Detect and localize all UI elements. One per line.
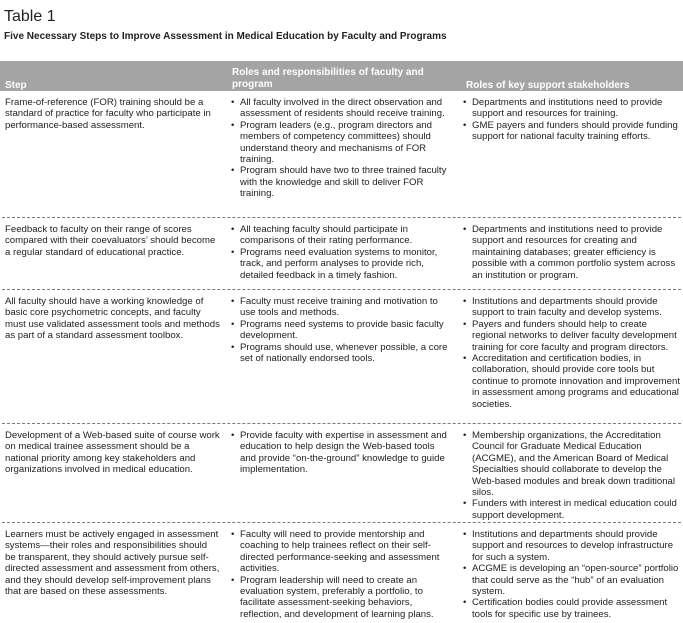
list-item-text: Programs should use, whenever possible, a core set of nationally endorsed tools. [240, 341, 448, 365]
list-item [462, 224, 680, 281]
list-item-text: All faculty involved in the direct observation and assessment of residents should receive training. [240, 97, 445, 120]
list-item-text: Accreditation and certification bodies, in collaboration, should provide core tools but continue to promote innovation and improvement in assessment among programs and educational societies. [472, 353, 680, 410]
list-item-text: Departments and institutions need to provide support and resources for training. [472, 97, 663, 120]
row-divider [2, 423, 681, 424]
list-item-text: Faculty must receive training and motivation to use tools and methods. [240, 296, 438, 319]
list-item-text: All teaching faculty should participate in comparisons of their rating performance. [240, 224, 413, 247]
row-divider [2, 289, 681, 290]
table-title: Five Necessary Steps to Improve Assessment in Medical Education by Faculty and Programs [4, 31, 447, 42]
list-item [230, 342, 452, 365]
list-item [230, 529, 452, 575]
header-roles: Roles and responsibilities of faculty and program [232, 67, 424, 90]
stakeholders-list [462, 430, 680, 521]
list-item [462, 430, 680, 498]
bullet-icon: • [463, 119, 467, 131]
list-item-text: Institutions and departments should provide support and resources to develop infrastructure for such a system. [472, 529, 674, 563]
bullet-icon: • [231, 529, 235, 540]
cell-roles [230, 296, 452, 364]
list-item-text: Programs need systems to provide basic faculty development. [240, 318, 444, 342]
cell-step: Feedback to faculty on their range of scores compared with their coevaluators’ should become a regular standard of educational practice. [5, 224, 216, 258]
header-stakeholders: Roles of key support stakeholders [466, 80, 630, 91]
row-divider [2, 217, 681, 218]
bullet-icon: • [231, 119, 235, 131]
roles-list [230, 97, 452, 200]
cell-step: Development of a Web-based suite of course work on medical trainee assessment should be a national priority among key stakeholders and organizations involved in medical education. [5, 430, 220, 476]
table-label: Table 1 [4, 8, 56, 25]
list-item [462, 597, 680, 620]
bullet-icon: • [231, 165, 235, 177]
cell-stakeholders [462, 224, 680, 281]
stakeholders-list [462, 97, 680, 143]
list-item [230, 120, 452, 166]
bullet-icon: • [463, 563, 467, 575]
cell-roles [230, 529, 452, 620]
cell-roles [230, 224, 452, 281]
list-item [230, 165, 452, 199]
roles-list [230, 430, 452, 476]
bullet-icon: • [231, 296, 235, 307]
bullet-icon: • [231, 341, 235, 353]
bullet-icon: • [463, 97, 467, 108]
bullet-icon: • [463, 224, 467, 235]
list-item [462, 120, 680, 143]
list-item [462, 319, 680, 353]
header-step: Step [5, 80, 27, 91]
roles-list [230, 529, 452, 620]
list-item-text: Program leaders (e.g., program directors and members of competency committees) should understand theory and mechanisms of FOR training. [240, 119, 432, 166]
cell-step: All faculty should have a working knowledge of basic core psychometric concepts, and faculty must use validated assessment tools and methods as part of a standard assessment toolbox. [5, 296, 220, 342]
list-item-text: Program leadership will need to create an evaluation system, preferably a portfolio, to facilitate assessment-seeking behaviors, reflection, and development of learning plans. [240, 574, 434, 620]
bullet-icon: • [463, 529, 467, 540]
cell-step: Learners must be actively engaged in assessment systems—their roles and responsibilities should be transparent, they should actively pursue self-directed assessment and assessment from others, and they should develop self-improvement plans that are based on these assessments. [5, 529, 220, 598]
bullet-icon: • [231, 97, 235, 108]
cell-roles [230, 430, 452, 476]
list-item-text: ACGME is developing an “open-source” portfolio that could serve as the “hub” of an evaluation system. [472, 563, 679, 598]
list-item-text: Certification bodies could provide assessment tools for specific use by trainees. [472, 597, 668, 620]
cell-stakeholders [462, 430, 680, 521]
cell-step: Frame-of-reference (FOR) training should be a standard of practice for faculty who participate in performance-based assessment. [5, 97, 211, 131]
list-item [230, 224, 452, 247]
list-item [230, 97, 452, 120]
list-item-text: Departments and institutions need to provide support and resources for creating and maintaining databases; greater efficiency is possible with a common portfolio system across an institution or program. [472, 224, 676, 281]
bullet-icon: • [463, 296, 467, 307]
stakeholders-list [462, 529, 680, 620]
bullet-icon: • [463, 353, 467, 365]
list-item [462, 498, 680, 521]
list-item [462, 529, 680, 563]
list-item [230, 319, 452, 342]
stakeholders-list [462, 224, 680, 281]
list-item [462, 97, 680, 120]
list-item-text: Programs need evaluation systems to monitor, track, and perform analyses to provide rich, detailed feedback in a timely fashion. [240, 246, 438, 281]
list-item-text: Institutions and departments should provide support to train faculty and develop systems. [472, 296, 662, 319]
list-item-text: Membership organizations, the Accreditation Council for Graduate Medical Education (ACGME), and the American Board of Medical Specialties should collaborate to develop the Web-based modules and break down traditional silos. [472, 430, 676, 499]
list-item [230, 430, 452, 476]
stakeholders-list [462, 296, 680, 410]
list-item-text: GME payers and funders should provide funding support for national faculty training efforts. [472, 119, 678, 143]
row-divider [2, 522, 681, 523]
list-item [230, 247, 452, 281]
bullet-icon: • [463, 430, 467, 441]
bullet-icon: • [463, 597, 467, 609]
list-item [230, 296, 452, 319]
bullet-icon: • [231, 318, 235, 330]
list-item-text: Program should have two to three trained faculty with the knowledge and skill to deliver FOR training. [240, 165, 447, 200]
list-item-text: Payers and funders should help to create regional networks to deliver faculty development training for core faculty and program directors. [472, 318, 677, 353]
list-item [230, 575, 452, 621]
cell-stakeholders [462, 529, 680, 620]
roles-list [230, 296, 452, 364]
bullet-icon: • [463, 318, 467, 330]
list-item-text: Provide faculty with expertise in assessment and education to help design the Web-based tools and provide “on-the-ground” knowledge to guide implementation. [240, 430, 447, 476]
list-item-text: Funders with interest in medical education could support development. [472, 498, 677, 521]
bullet-icon: • [231, 430, 235, 441]
list-item [462, 563, 680, 597]
cell-roles [230, 97, 452, 200]
bullet-icon: • [231, 246, 235, 258]
list-item [462, 353, 680, 410]
cell-stakeholders [462, 97, 680, 143]
bullet-icon: • [231, 224, 235, 235]
bullet-icon: • [463, 498, 467, 510]
bullet-icon: • [231, 574, 235, 586]
list-item-text: Faculty will need to provide mentorship and coaching to help trainees reflect on their self-directed performance-seeking and assessment activities. [240, 529, 440, 575]
list-item [462, 296, 680, 319]
roles-list [230, 224, 452, 281]
cell-stakeholders [462, 296, 680, 410]
